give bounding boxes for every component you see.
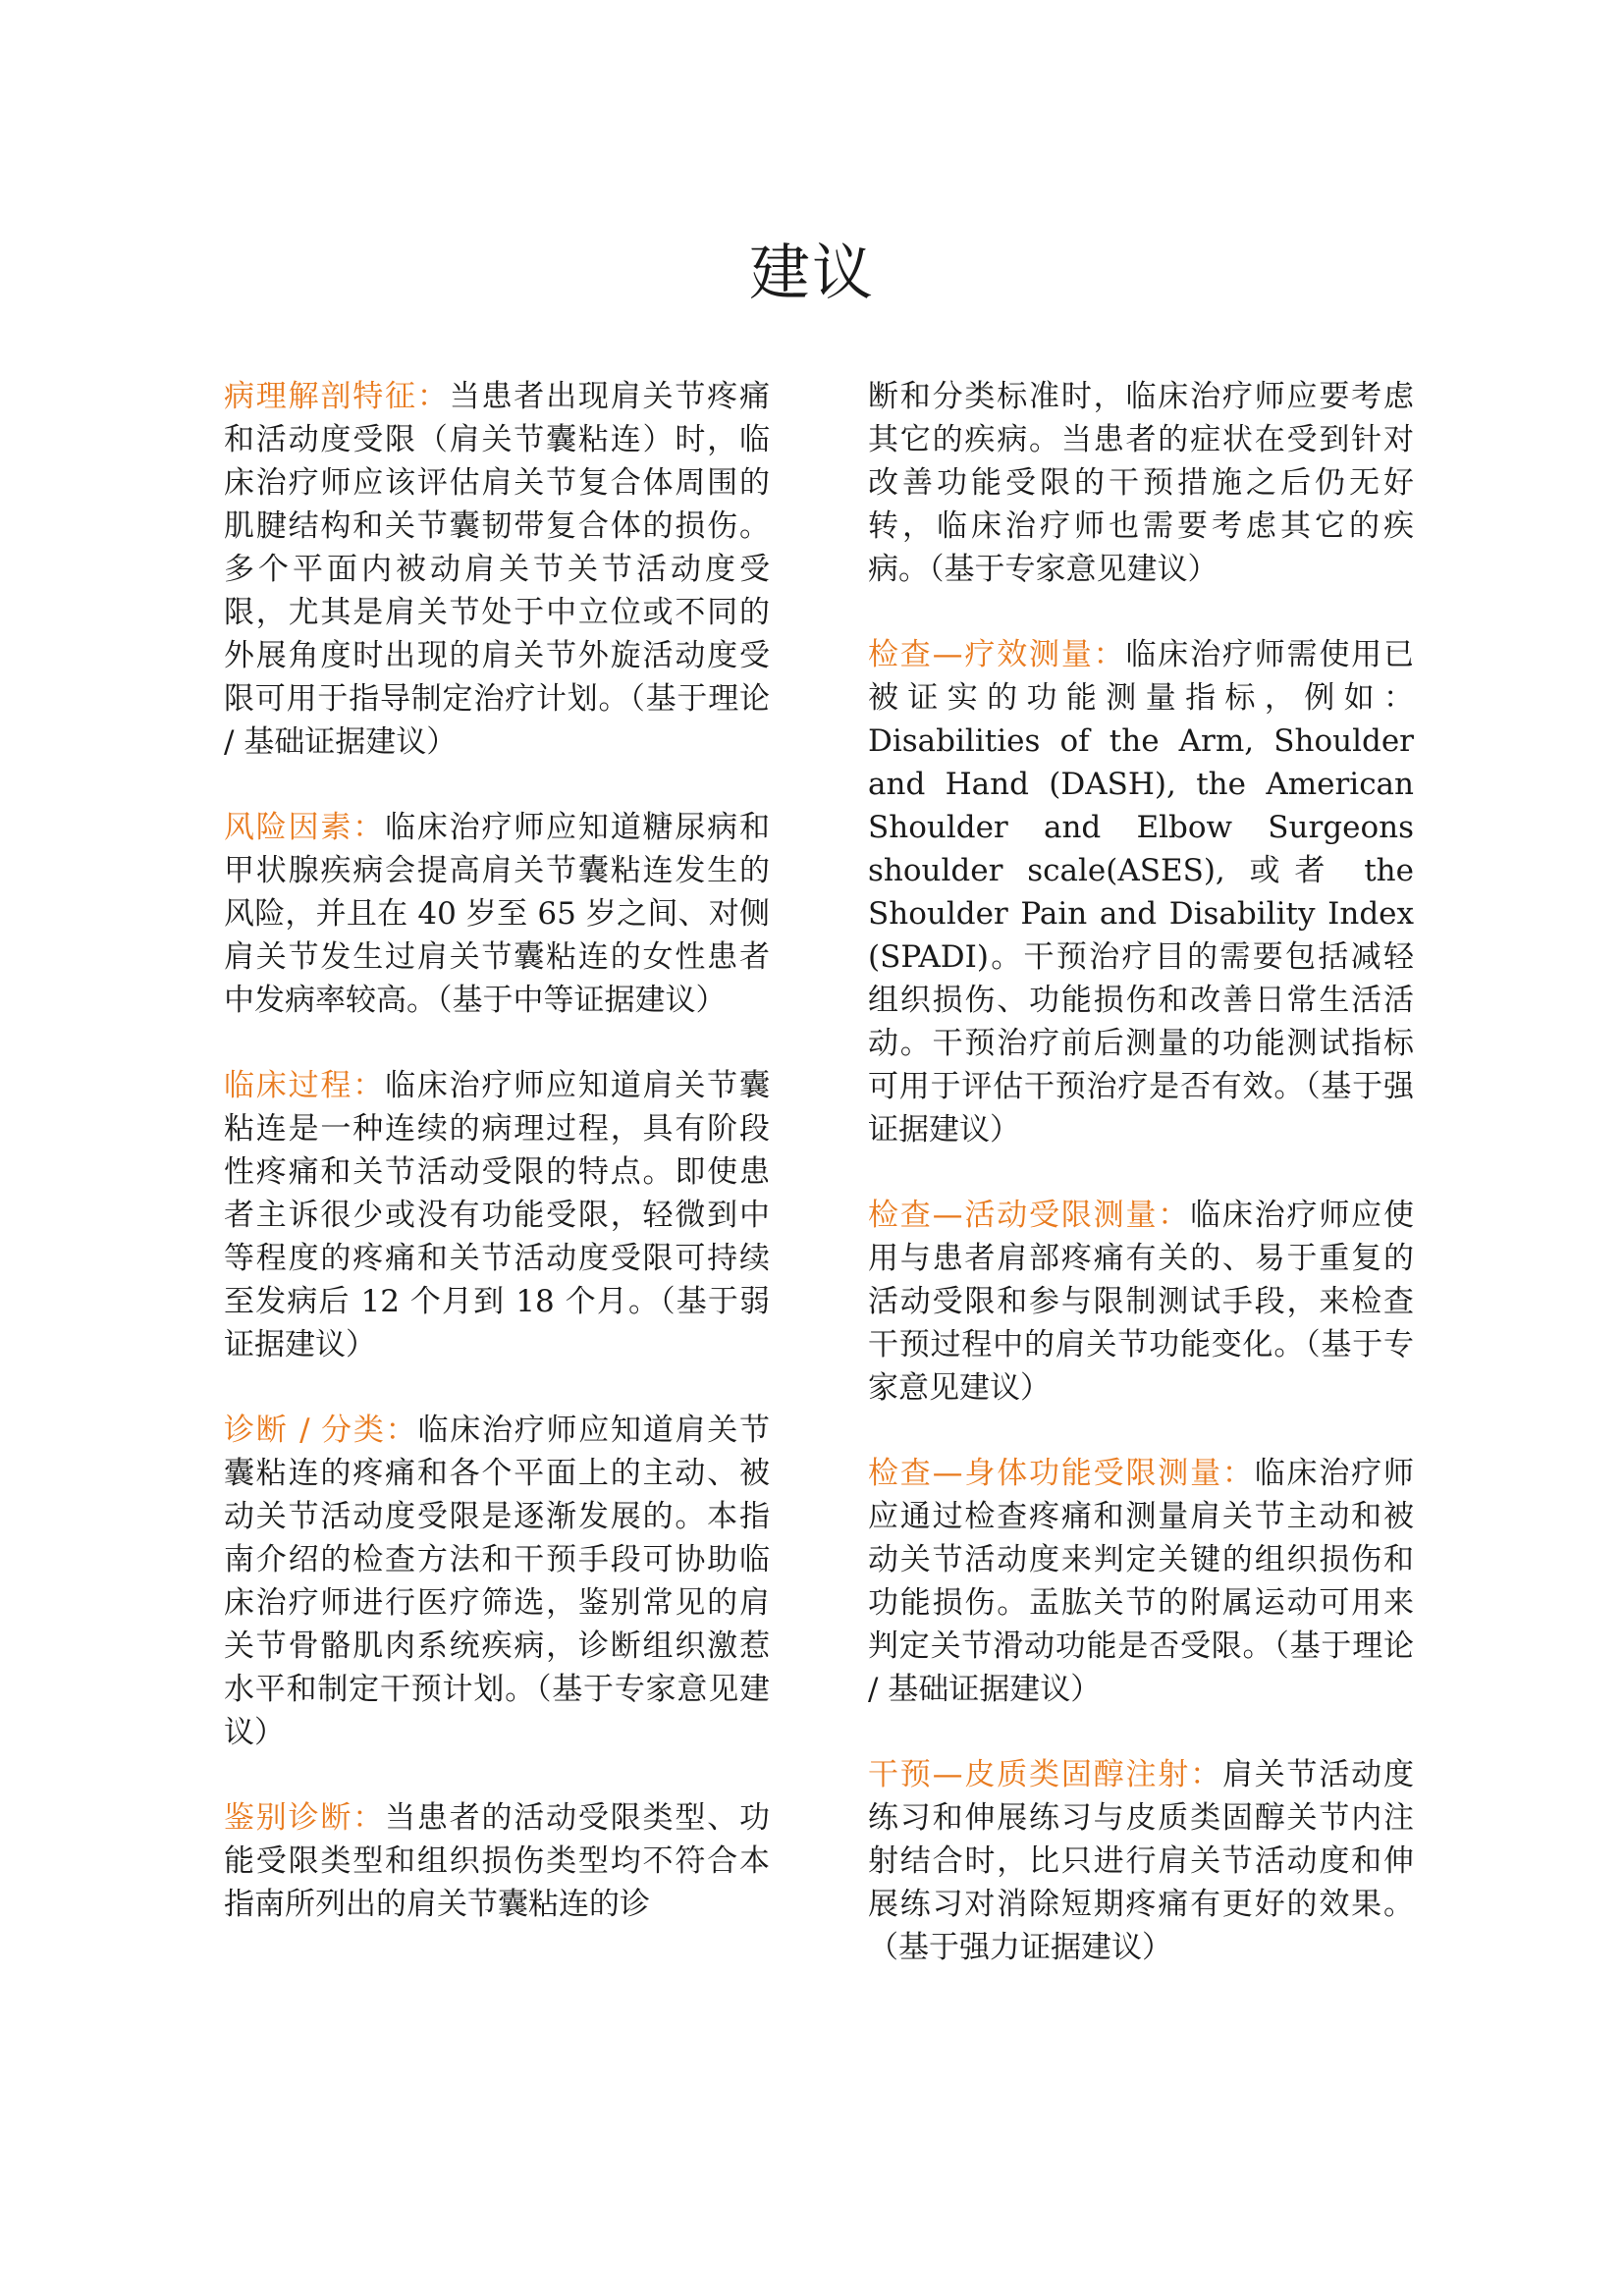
section-heading: 临床过程： (224, 1068, 386, 1103)
section-body: 临床治疗师应知道肩关节囊粘连是一种连续的病理过程，具有阶段性疼痛和关节活动受限的特点。即使患者主诉很少或没有功能受限，轻微到中等程度的疼痛和关节活动度受限可持续至发病后 12 个月到 18 个月。（基于弱证据建议） (224, 1068, 770, 1362)
section-body: 当患者的活动受限类型、功能受限类型和组织损伤类型均不符合本指南所列出的肩关节囊粘连的诊 (224, 1800, 770, 1922)
section-heading: 检查—疗效测量： (868, 637, 1126, 672)
recommendation-clinical-course (224, 1064, 770, 1366)
section-heading: 诊断 / 分类： (224, 1413, 418, 1448)
recommendation-pathoanatomical (224, 375, 770, 764)
section-body: 临床治疗师应知道肩关节囊粘连的疼痛和各个平面上的主动、被动关节活动度受限是逐渐发展的。本指南介绍的检查方法和干预手段可协助临床治疗师进行医疗筛选，鉴别常见的肩关节骨骼肌肉系统疾病，诊断组织激惹水平和制定干预计划。（基于专家意见建议） (224, 1413, 771, 1750)
recommendation-activity-limitation-measures (868, 1194, 1414, 1410)
section-body: 临床治疗师应知道糖尿病和甲状腺疾病会提高肩关节囊粘连发生的风险，并且在 40 岁至 65 岁之间、对侧肩关节发生过肩关节囊粘连的女性患者中发病率较高。（基于中等证据建议） (224, 810, 770, 1018)
section-heading: 病理解剖特征： (224, 379, 450, 414)
section-body: 临床治疗师应使用与患者肩部疼痛有关的、易于重复的活动受限和参与限制测试手段，来检查干预过程中的肩关节功能变化。（基于专家意见建议） (868, 1198, 1414, 1406)
recommendation-risk-factors (224, 806, 770, 1022)
recommendation-corticosteroid-injection (868, 1753, 1414, 1969)
page-title: 建议 (748, 237, 875, 308)
recommendation-differential-diagnosis (224, 1796, 770, 1926)
section-body: 临床治疗师需使用已被证实的功能测量指标，例如：Disabilities of the Arm, Shoulder and Hand (DASH), the American Shoulder and Elbow Surgeons shoulder scale(ASES), 或者 the Shoulder Pain and Disability Index (SPADI)。干预治疗目的需要包括减轻组织损伤、功能损伤和改善日常生活活动。干预治疗前后测量的功能测试指标可用于评估干预治疗是否有效。（基于强证据建议） (868, 637, 1414, 1148)
differential-diagnosis-continuation: 断和分类标准时，临床治疗师应要考虑其它的疾病。当患者的症状在受到针对改善功能受限的干预措施之后仍无好转，临床治疗师也需要考虑其它的疾病。（基于专家意见建议） (868, 379, 1414, 587)
recommendation-outcome-measures (868, 633, 1414, 1151)
section-body: 临床治疗师应通过检查疼痛和测量肩关节主动和被动关节活动度来判定关键的组织损伤和功能损伤。盂肱关节的附属运动可用来判定关节滑动功能是否受限。（基于理论 / 基础证据建议） (868, 1456, 1414, 1707)
section-heading: 检查—活动受限测量： (868, 1198, 1191, 1233)
recommendation-diagnosis (224, 1409, 770, 1754)
section-heading: 风险因素： (224, 810, 386, 845)
section-heading: 干预—皮质类固醇注射： (868, 1757, 1222, 1792)
section-body: 当患者出现肩关节疼痛和活动度受限（肩关节囊粘连）时，临床治疗师应该评估肩关节复合体周围的肌腱结构和关节囊韧带复合体的损伤。多个平面内被动肩关节关节活动度受限，尤其是肩关节处于中立位或不同的外展角度时出现的肩关节外旋活动度受限可用于指导制定治疗计划。（基于理论 / 基础证据建议） (224, 379, 770, 760)
section-heading: 鉴别诊断： (224, 1800, 386, 1836)
recommendation-physical-impairment-measures (868, 1452, 1414, 1711)
section-body: 肩关节活动度练习和伸展练习与皮质类固醇关节内注射结合时，比只进行肩关节活动度和伸展练习对消除短期疼痛有更好的效果。（基于强力证据建议） (868, 1757, 1414, 1965)
right-column (868, 375, 1414, 2011)
left-column (224, 375, 770, 1968)
section-heading: 检查—身体功能受限测量： (868, 1456, 1255, 1491)
